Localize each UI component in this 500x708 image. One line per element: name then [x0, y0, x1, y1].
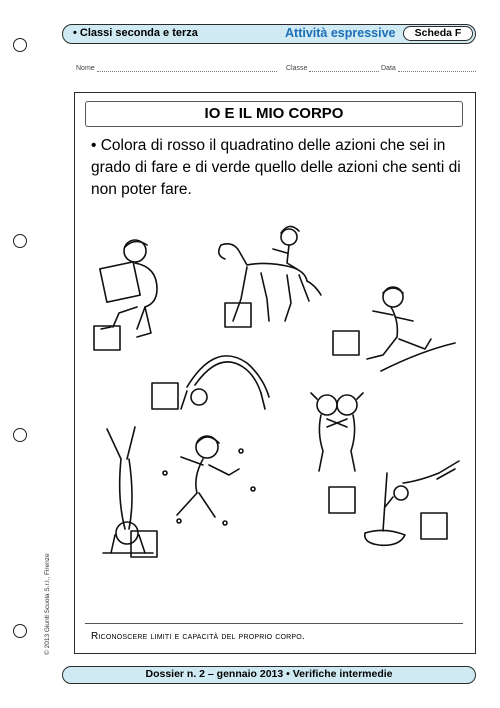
objective-caption: Riconoscere limiti e capacità del proprio corpo.	[91, 631, 305, 642]
name-field[interactable]	[76, 64, 277, 72]
footer-bar: Dossier n. 2 – gennaio 2013 • Verifiche intermedie	[62, 666, 476, 684]
instruction-text: • Colora di rosso il quadratino delle azioni che sei in grado di fare e di verde quello delle azioni che senti di non poter fare.	[91, 137, 461, 198]
checkbox-hugging[interactable]	[329, 487, 355, 513]
child-lifting-box-illustration	[100, 240, 157, 337]
class-label: Classe	[286, 65, 308, 72]
class-field[interactable]	[286, 64, 379, 72]
binder-hole	[13, 624, 27, 638]
level-label: • Classi seconda e terza	[73, 27, 198, 39]
checkbox-running[interactable]	[333, 331, 359, 355]
children-hugging-illustration	[311, 393, 363, 471]
worksheet-title: IO E IL MIO CORPO	[85, 101, 463, 127]
child-climbing-illustration	[163, 436, 255, 525]
activity-illustrations	[75, 93, 477, 623]
child-bridge-illustration	[181, 356, 269, 409]
date-field[interactable]	[381, 64, 476, 72]
date-line	[398, 64, 476, 72]
binder-hole	[13, 38, 27, 52]
worksheet-frame	[74, 92, 476, 654]
binder-hole	[13, 428, 27, 442]
date-label: Data	[381, 65, 396, 72]
copyright-text: © 2013 Giunti Scuola S.r.l., Firenze	[44, 553, 51, 655]
checkbox-diving[interactable]	[421, 513, 447, 539]
checkbox-lifting[interactable]	[94, 326, 120, 350]
child-horse-riding-illustration	[219, 226, 321, 321]
checkbox-bridge[interactable]	[152, 383, 178, 409]
activity-label: Attività espressive	[285, 26, 396, 40]
binder-hole	[13, 234, 27, 248]
student-fields	[76, 64, 476, 76]
class-line	[309, 64, 379, 72]
name-line	[97, 64, 277, 72]
header-bar	[62, 24, 476, 44]
child-handstand-illustration	[103, 427, 153, 553]
name-label: Nome	[76, 65, 95, 72]
child-running-illustration	[367, 287, 455, 371]
caption-divider	[85, 623, 463, 624]
sheet-badge: Scheda F	[403, 26, 473, 41]
child-diving-illustration	[365, 461, 459, 545]
